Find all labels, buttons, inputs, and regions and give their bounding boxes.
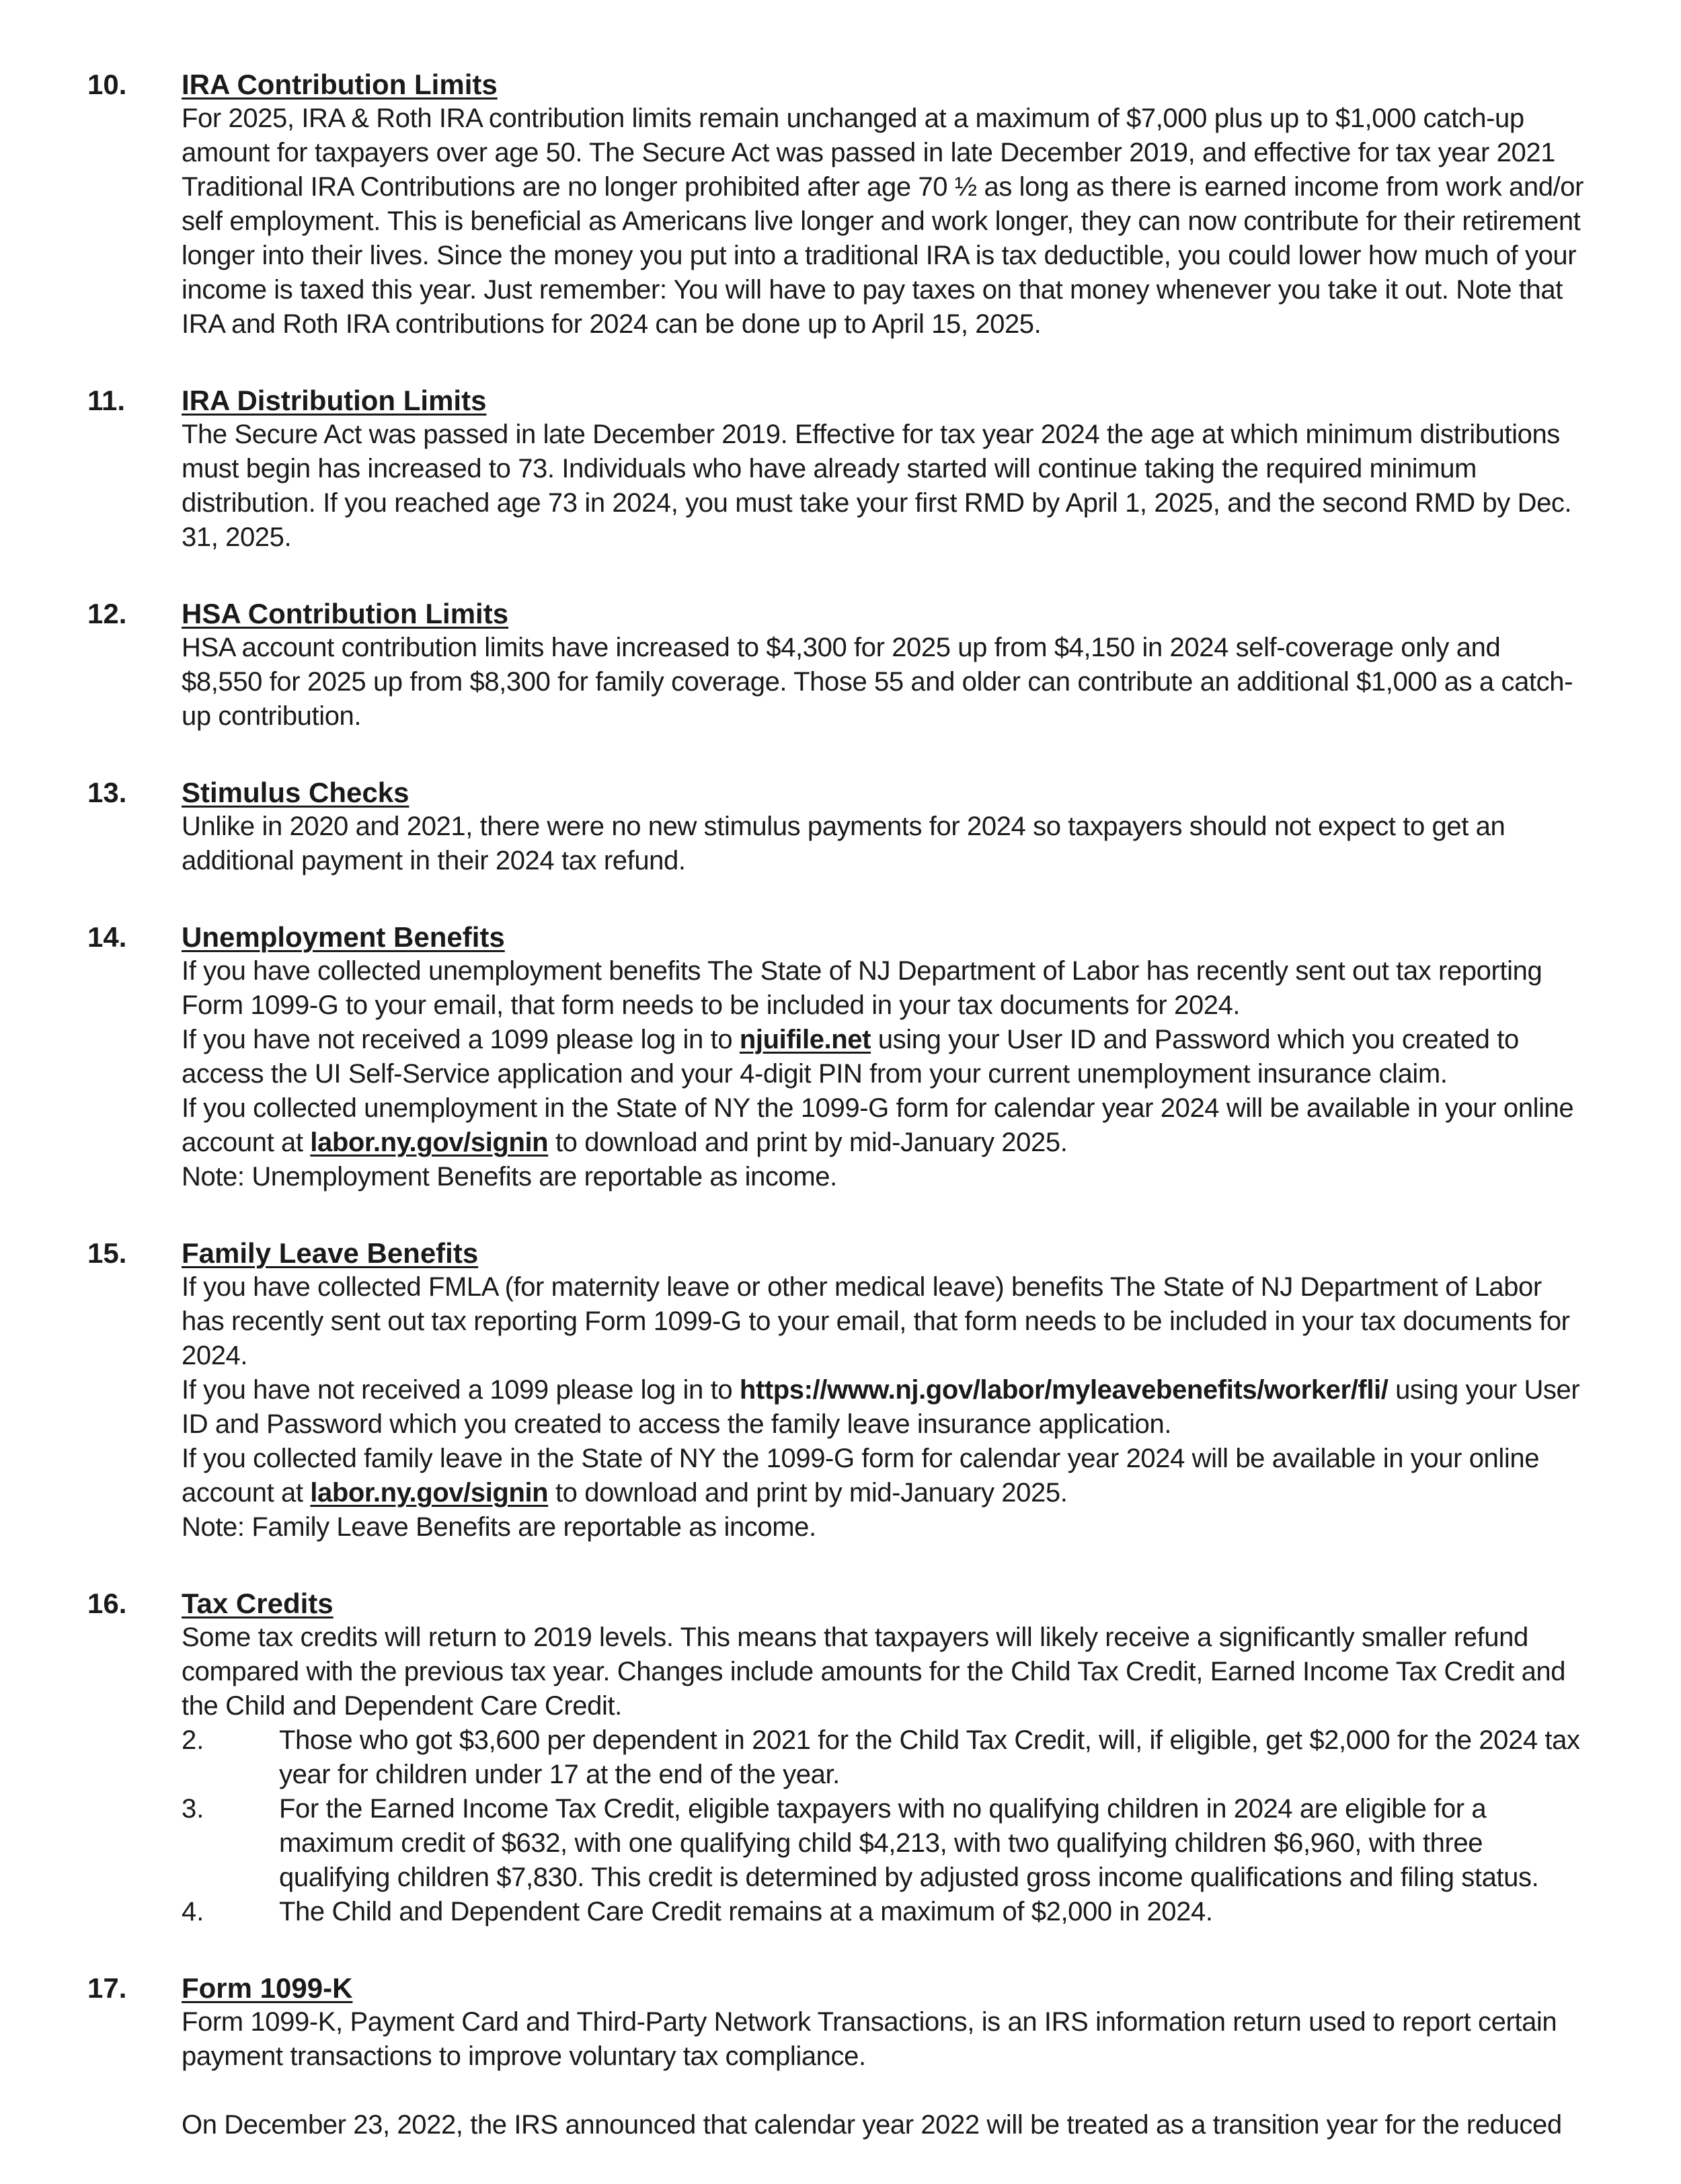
section-number: 11. bbox=[87, 385, 126, 416]
section-ira-distribution-limits bbox=[87, 383, 1587, 555]
list-item-text: For the Earned Income Tax Credit, eligible taxpayers with no qualifying children in 2024 are eligible for a maximum credit of $632, with one qualifying child $4,213, with two qualifying children $6,960, with three qualifying children $7,830. This credit is determined by adjusted gross income qualifications and filing status. bbox=[279, 1794, 1539, 1892]
list-item bbox=[182, 1723, 1587, 1792]
paragraph-text: If you collected family leave in the State of NY the 1099-G form for calendar year 2024 will be available in your online account at bbox=[182, 1444, 1540, 1508]
section-number: 16. bbox=[87, 1588, 127, 1619]
section-heading: IRA Distribution Limits bbox=[182, 385, 487, 416]
paragraph-text: using your User ID and Password which you created to access the family leave insurance application. bbox=[182, 1375, 1580, 1439]
section-paragraph: Unlike in 2020 and 2021, there were no new stimulus payments for 2024 so taxpayers should not expect to get an additional payment in their 2024 tax refund. bbox=[182, 812, 1506, 875]
section-stimulus-checks bbox=[87, 775, 1587, 878]
section-tax-credits bbox=[87, 1586, 1587, 1929]
paragraph-text: If you collected unemployment in the State of NY the 1099-G form for calendar year 2024 will be available in your online account at bbox=[182, 1093, 1574, 1157]
section-heading: HSA Contribution Limits bbox=[182, 598, 509, 629]
section-number: 13. bbox=[87, 777, 127, 808]
section-form-1099k bbox=[87, 1971, 1587, 2142]
labor-ny-signin-link[interactable]: labor.ny.gov/signin bbox=[310, 1478, 549, 1508]
section-paragraph: If you have collected unemployment benefits The State of NJ Department of Labor has recently sent out tax reporting Form 1099-G to your email, that form needs to be included in your tax documents for 2024. bbox=[182, 956, 1542, 1020]
section-unemployment-benefits bbox=[87, 920, 1587, 1194]
section-number: 10. bbox=[87, 69, 127, 100]
section-ira-contribution-limits bbox=[87, 67, 1587, 342]
list-item bbox=[182, 1895, 1587, 1929]
njuifile-link[interactable]: njuifile.net bbox=[739, 1025, 871, 1054]
section-number: 17. bbox=[87, 1972, 127, 2004]
paragraph-gap bbox=[182, 2074, 1587, 2108]
paragraph-text: to download and print by mid-January 2025. bbox=[548, 1478, 1068, 1508]
section-paragraph: Form 1099-K, Payment Card and Third-Party Network Transactions, is an IRS information return used to report certain payment transactions to improve voluntary tax compliance. bbox=[182, 2007, 1557, 2071]
list-item-number: 3. bbox=[182, 1794, 204, 1824]
section-family-leave-benefits bbox=[87, 1236, 1587, 1545]
paragraph-text: If you have not received a 1099 please log in to bbox=[182, 1375, 740, 1405]
section-paragraph: For 2025, IRA & Roth IRA contribution limits remain unchanged at a maximum of $7,000 plus up to $1,000 catch-up amount for taxpayers over age 50. The Secure Act was passed in late December 2019, and effective for tax year 2021 Traditional IRA Contributions are no longer prohibited after age 70 ½ as long as there is earned income from work and/or self employment. This is beneficial as Americans live longer and work longer, they can now contribute for their retirement longer into their lives. Since the money you put into a traditional IRA is tax deductible, you could lower how much of your income is taxed this year. Just remember: You will have to pay taxes on that money whenever you take it out. Note that IRA and Roth IRA contributions for 2024 can be done up to April 15, 2025. bbox=[182, 104, 1584, 339]
paragraph-text: If you have not received a 1099 please log in to bbox=[182, 1025, 740, 1054]
nj-leave-benefits-link[interactable]: https://www.nj.gov/labor/myleavebenefits/worker/fli/ bbox=[739, 1375, 1389, 1405]
section-number: 15. bbox=[87, 1237, 127, 1269]
section-paragraph bbox=[182, 1442, 1587, 1510]
paragraph-text: using your User ID and Password which you created to access the UI Self-Service application and your 4-digit PIN from your current unemployment insurance claim. bbox=[182, 1025, 1519, 1089]
section-note: Note: Unemployment Benefits are reportable as income. bbox=[182, 1162, 837, 1192]
section-paragraph: On December 23, 2022, the IRS announced that calendar year 2022 will be treated as a transition year for the reduced bbox=[182, 2110, 1562, 2140]
list-item bbox=[182, 1792, 1587, 1895]
list-item-number: 2. bbox=[182, 1725, 204, 1755]
section-paragraph bbox=[182, 1373, 1587, 1442]
section-paragraph: Some tax credits will return to 2019 levels. This means that taxpayers will likely receive a significantly smaller refund compared with the previous tax year. Changes include amounts for the Child Tax Credit, Earned Income Tax Credit and the Child and Dependent Care Credit. bbox=[182, 1623, 1566, 1721]
section-heading: IRA Contribution Limits bbox=[182, 69, 498, 100]
section-hsa-contribution-limits bbox=[87, 596, 1587, 734]
section-heading: Stimulus Checks bbox=[182, 777, 409, 808]
list-item-number: 4. bbox=[182, 1897, 204, 1926]
section-number: 14. bbox=[87, 921, 127, 953]
document-body bbox=[87, 67, 1587, 2184]
section-heading: Tax Credits bbox=[182, 1588, 334, 1619]
list-item-text: Those who got $3,600 per dependent in 2021 for the Child Tax Credit, will, if eligible, get $2,000 for the 2024 tax year for children under 17 at the end of the year. bbox=[279, 1725, 1580, 1789]
section-note: Note: Family Leave Benefits are reportable as income. bbox=[182, 1512, 816, 1542]
section-paragraph bbox=[182, 1023, 1587, 1091]
section-number: 12. bbox=[87, 598, 127, 629]
section-paragraph: The Secure Act was passed in late December 2019. Effective for tax year 2024 the age at which minimum distributions must begin has increased to 73. Individuals who have already started will continue taking the required minimum distribution. If you reached age 73 in 2024, you must take your first RMD by April 1, 2025, and the second RMD by Dec. 31, 2025. bbox=[182, 420, 1572, 552]
list-item-text: The Child and Dependent Care Credit remains at a maximum of $2,000 in 2024. bbox=[279, 1897, 1213, 1926]
section-paragraph: If you have collected FMLA (for maternity leave or other medical leave) benefits The State of NJ Department of Labor has recently sent out tax reporting Form 1099-G to your email, that form needs to be included in your tax documents for 2024. bbox=[182, 1272, 1570, 1370]
section-paragraph: HSA account contribution limits have increased to $4,300 for 2025 up from $4,150 in 2024 self-coverage only and $8,550 for 2025 up from $8,300 for family coverage. Those 55 and older can contribute an additional $1,000 as a catch-up contribution. bbox=[182, 633, 1573, 731]
labor-ny-signin-link[interactable]: labor.ny.gov/signin bbox=[310, 1128, 549, 1157]
section-heading: Family Leave Benefits bbox=[182, 1237, 479, 1269]
section-heading: Unemployment Benefits bbox=[182, 921, 505, 953]
section-heading: Form 1099-K bbox=[182, 1972, 353, 2004]
section-paragraph bbox=[182, 1091, 1587, 1160]
paragraph-text: to download and print by mid-January 2025. bbox=[548, 1128, 1068, 1157]
